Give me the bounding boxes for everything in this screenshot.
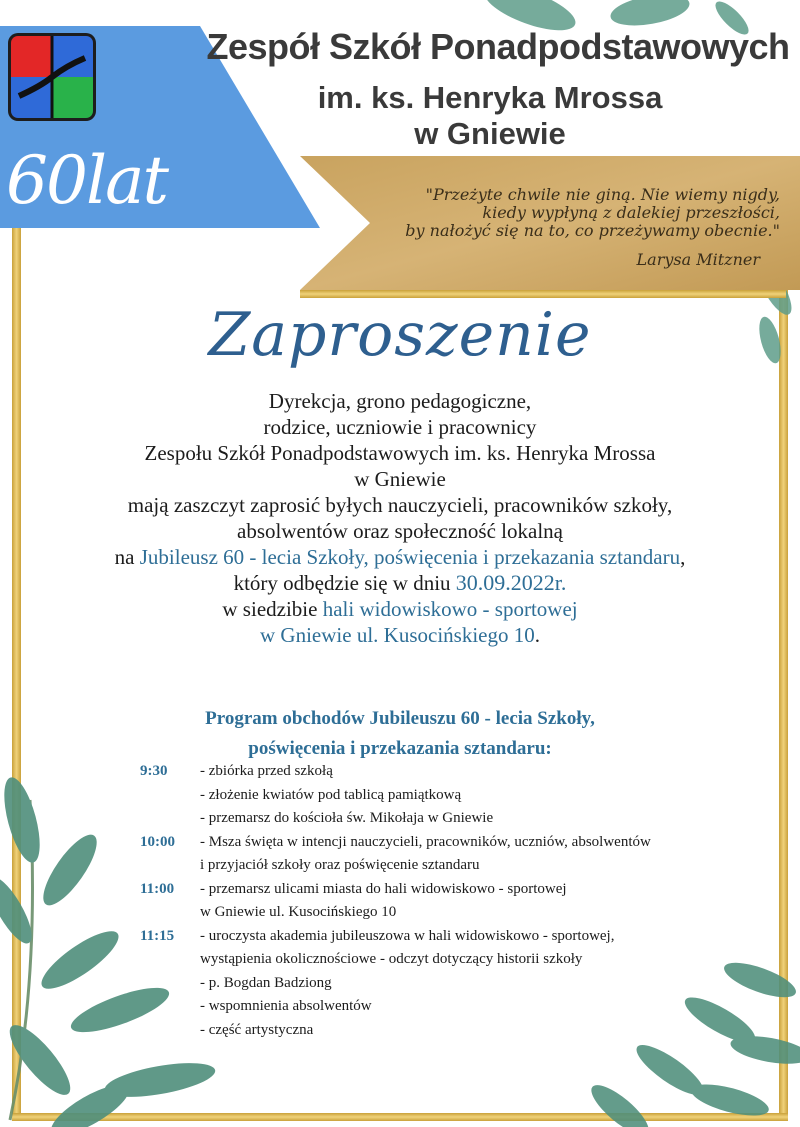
quote-author: Larysa Mitzner [636,250,760,269]
program-heading-line: Program obchodów Jubileuszu 60 - lecia Szkoły, [205,708,595,729]
schedule-time: 9:30 [140,763,168,779]
gold-frame-top [300,290,786,298]
schedule-item: wystąpienia okolicznościowe - odczyt dotyczący historii szkoły [200,951,583,967]
schedule-item: - Msza święta w intencji nauczycieli, pracowników, uczniów, absolwentów [200,833,651,850]
event-address: w Gniewie ul. Kusocińskiego 10 [260,623,535,647]
schedule-entry [140,831,760,878]
invitation-suffix: . [534,623,540,647]
quote-line: "Przeżyte chwile nie giną. Nie wiemy nigdy, [425,185,780,204]
invitation-line: mają zaszczyt zaprosić byłych nauczycieli, pracowników szkoły, [127,493,673,517]
schedule-item: - przemarsz ulicami miasta do hali widowiskowo - sportowej [200,880,567,897]
schedule-entry [140,760,760,831]
schedule-item: i przyjaciół szkoły oraz poświęcenie sztandaru [200,857,480,873]
school-logo [8,33,96,121]
schedule-item: - wspomnienia absolwentów [200,998,372,1014]
invitation-suffix: , [680,545,686,569]
program-heading [130,704,670,764]
schedule-item: - część artystyczna [200,1021,314,1038]
event-name: Jubileusz 60 - lecia Szkoły, poświęcenia i przekazania sztandaru [139,545,681,569]
schedule-item: - p. Bogdan Badziong [200,974,332,991]
quote-line: kiedy wypłyną z dalekiej przeszłości, [482,203,780,222]
school-name-line1: Zespół Szkół Ponadpodstawowych [206,26,790,67]
logo-icon [11,36,93,118]
invitation-body [30,388,770,648]
schedule-time: 11:00 [140,880,175,897]
invitation-line: w Gniewie [354,467,446,491]
schedule-time: 10:00 [140,833,175,850]
invitation-date-line [30,570,770,596]
invitation-prefix: na [114,545,140,569]
invitation-prefix: który odbędzie się w dniu [233,571,456,595]
schedule-entry [140,925,760,1043]
event-venue: hali widowiskowo - sportowej [322,597,578,621]
event-date: 30.09.2022r. [455,570,567,595]
school-name-line3: w Gniewie [414,116,566,151]
program-schedule [140,760,760,1042]
schedule-item: w Gniewie ul. Kusocińskiego 10 [200,904,397,920]
schedule-time: 11:15 [140,927,175,944]
invitation-line: Zespołu Szkół Ponadpodstawowych im. ks. Henryka Mrossa [144,441,656,465]
quote-line: by nałożyć się na to, co przeżywamy obecnie." [405,221,780,240]
schedule-item: - zbiórka przed szkołą [200,763,333,779]
invitation-prefix: w siedzibie [222,597,323,621]
invitation-line: Dyrekcja, grono pedagogiczne, [268,389,532,413]
schedule-item: - złożenie kwiatów pod tablicą pamiątkową [200,786,462,803]
program-heading-line: poświęcenia i przekazania sztandaru: [248,738,552,759]
invitation-place-line [30,596,770,622]
schedule-item: - przemarsz do kościoła św. Mikołaja w Gniewie [200,810,494,826]
anniversary-label: 60lat [6,142,167,219]
invitation-line: absolwentów oraz społeczność lokalną [237,519,563,543]
invitation-address-line [30,622,770,648]
quote-text [382,186,780,240]
school-name-line2: im. ks. Henryka Mrossa [317,80,663,115]
schedule-item: - uroczysta akademia jubileuszowa w hali widowiskowo - sportowej, [200,927,615,944]
invitation-event-line [30,544,770,570]
invitation-line: rodzice, uczniowie i pracownicy [263,415,537,439]
schedule-entry [140,878,760,925]
invitation-title: Zaproszenie [208,300,592,370]
